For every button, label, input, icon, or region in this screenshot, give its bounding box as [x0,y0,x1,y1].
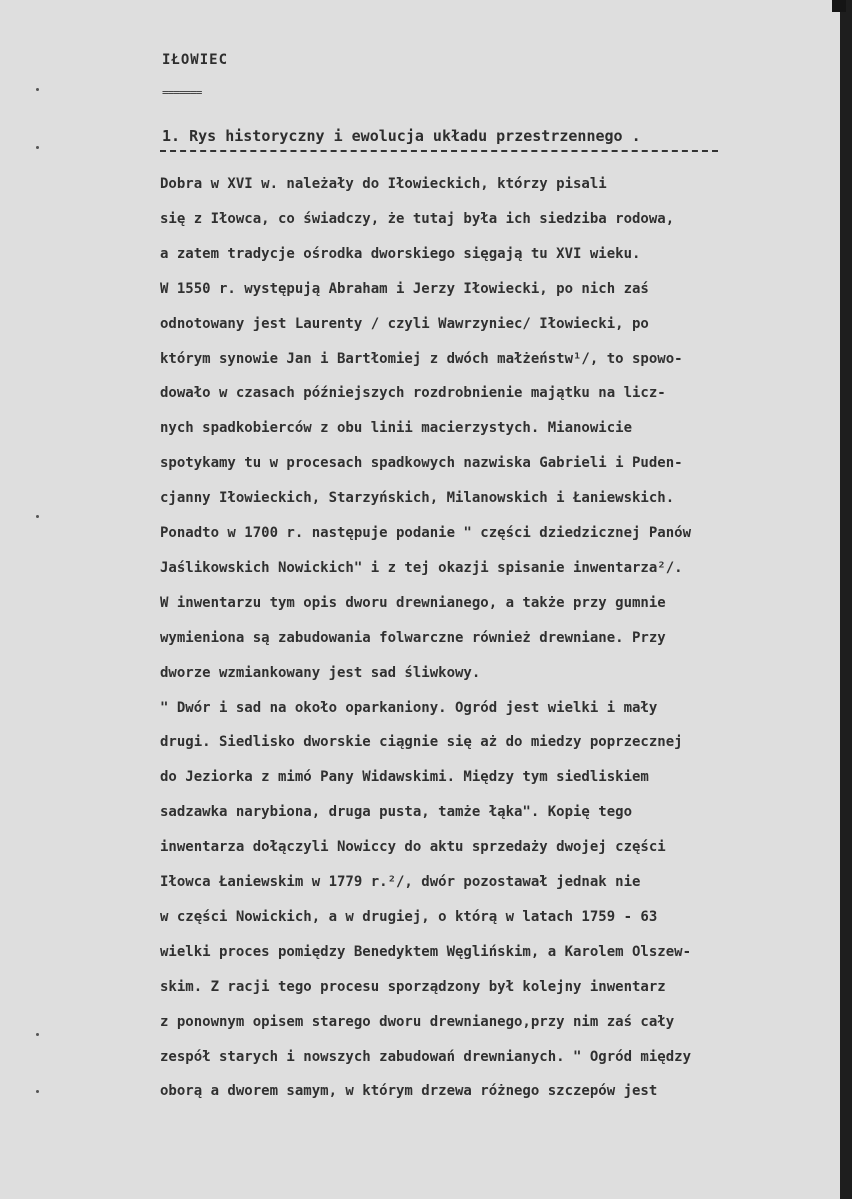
text-line: wymieniona są zabudowania folwarczne również drewniane. Przy [160,629,666,646]
text-line: Jaślikowskich Nowickich" i z tej okazji spisanie inwentarza²/. [160,559,683,576]
text-line: inwentarza dołączyli Nowiccy do aktu sprzedaży dwojej części [160,839,666,856]
section-heading: 1. Rys historyczny i ewolucja układu przestrzennego . [162,127,641,145]
text-line: skim. Z racji tego procesu sporządzony był kolejny inwentarz [160,978,666,995]
text-line: " Dwór i sad na około oparkaniony. Ogród jest wielki i mały [160,699,658,716]
text-line: do Jeziorka z mimó Pany Widawskimi. Między tym siedliskiem [160,769,649,786]
text-line: z ponownym opisem starego dworu drewnianego,przy nim zaś cały [160,1013,675,1030]
text-line: sadzawka narybiona, druga pusta, tamże łąka". Kopię tego [160,804,633,821]
place-underline: ======= [162,86,202,99]
text-line: Ponadto w 1700 r. następuje podanie " części dziedzicznej Panów [160,525,692,541]
text-line: w części Nowickich, a w drugiej, o którą w latach 1759 - 63 [160,908,658,925]
text-line: dworze wzmiankowany jest sad śliwkowy. [160,664,481,681]
text-line: drugi. Siedlisko dworskie ciągnie się aż do miedzy poprzecznej [160,734,683,751]
text-line: wielki proces pomiędzy Benedyktem Węglińskim, a Karolem Olszew- [160,943,692,960]
text-line: zespół starych i nowszych zabudowań drewnianych. " Ogród między [160,1048,692,1065]
text-line: dowało w czasach późniejszych rozdrobnienie majątku na licz- [160,385,666,402]
text-line: spotykamy tu w procesach spadkowych nazwiska Gabrieli i Puden- [160,455,683,472]
text-line: oborą a dworem samym, w którym drzewa różnego szczepów jest [160,1083,658,1100]
text-line: a zatem tradycje ośrodka dworskiego sięgają tu XVI wieku. [160,245,641,262]
text-line: Dobra w XVI w. należały do Iłowieckich, którzy pisali [160,176,607,192]
text-line: nych spadkobierców z obu linii macierzystych. Mianowicie [160,420,633,437]
place-name: IŁOWIEC [162,52,229,68]
text-line: odnotowany jest Laurenty / czyli Wawrzyniec/ Iłowiecki, po [160,315,649,332]
text-line: cjanny Iłowieckich, Starzyńskich, Milanowskich i Łaniewskich. [160,490,675,507]
text-line: W inwentarzu tym opis dworu drewnianego, a także przy gumnie [160,594,666,611]
text-line: Iłowca Łaniewskim w 1779 r.²/, dwór pozostawał jednak nie [160,874,641,890]
text-line: którym synowie Jan i Bartłomiej z dwóch małżeństw¹/, to spowo- [160,350,683,367]
text-line: się z Iłowca, co świadczy, że tutaj była ich siedziba rodowa, [160,210,675,227]
text-line: W 1550 r. występują Abraham i Jerzy Iłowiecki, po nich zaś [160,280,649,297]
